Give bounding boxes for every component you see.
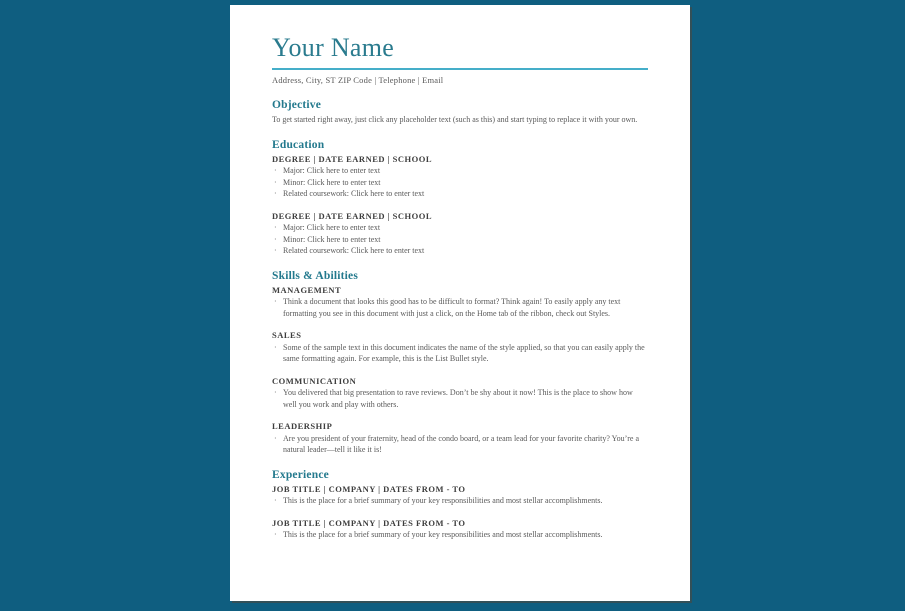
- section-education: [272, 138, 648, 257]
- bullet-text[interactable]: Major: Click here to enter text: [283, 166, 381, 175]
- skill-heading[interactable]: MANAGEMENT: [272, 284, 342, 295]
- section-title-education: Education: [272, 138, 325, 151]
- job-title-heading[interactable]: JOB TITLE | COMPANY | DATES FROM - TO: [272, 483, 466, 494]
- list-item[interactable]: [272, 188, 648, 200]
- bullet-marker-icon: ·: [274, 177, 277, 187]
- skill-heading[interactable]: COMMUNICATION: [272, 375, 357, 386]
- bullet-text[interactable]: This is the place for a brief summary of your key responsibilities and most stellar accomplishments.: [283, 530, 603, 539]
- bullet-text[interactable]: Some of the sample text in this document indicates the name of the style applied, so that you can easily apply the same formatting again. For example, this is the List Bullet style.: [283, 342, 645, 363]
- skill-entry-leadership: [272, 421, 648, 456]
- bullet-text[interactable]: Minor: Click here to enter text: [283, 234, 381, 244]
- skill-entry-communication: [272, 376, 648, 411]
- resume-name[interactable]: Your Name: [272, 33, 395, 62]
- degree-heading[interactable]: DEGREE | DATE EARNED | SCHOOL: [272, 210, 433, 221]
- bullet-marker-icon: ·: [274, 433, 277, 443]
- bullet-marker-icon: ·: [274, 234, 277, 244]
- list-item[interactable]: [272, 165, 648, 177]
- name-underline-rule: [272, 68, 648, 70]
- objective-paragraph[interactable]: To get started right away, just click any placeholder text (such as this) and start typing to replace it with your own.: [272, 115, 638, 124]
- bullet-marker-icon: ·: [274, 166, 277, 175]
- list-item[interactable]: [272, 234, 648, 246]
- bullet-marker-icon: ·: [274, 297, 277, 306]
- education-entry: [272, 154, 648, 200]
- list-item[interactable]: [272, 342, 648, 365]
- bullet-text[interactable]: Major: Click here to enter text: [283, 223, 381, 232]
- section-title-objective: Objective: [272, 99, 322, 111]
- list-item[interactable]: [272, 495, 648, 507]
- bullet-text[interactable]: Related coursework: Click here to enter text: [283, 189, 425, 198]
- section-experience: [272, 468, 648, 541]
- bullet-marker-icon: ·: [274, 246, 277, 255]
- skill-entry-sales: [272, 330, 648, 365]
- list-item[interactable]: [272, 245, 648, 257]
- bullet-marker-icon: ·: [274, 189, 277, 198]
- bullet-marker-icon: ·: [274, 388, 277, 397]
- education-entry: [272, 211, 648, 257]
- bullet-marker-icon: ·: [274, 530, 277, 539]
- bullet-text[interactable]: Related coursework: Click here to enter text: [283, 246, 425, 255]
- bullet-marker-icon: ·: [274, 496, 277, 505]
- bullet-text[interactable]: Minor: Click here to enter text: [283, 177, 381, 187]
- experience-entry: [272, 518, 648, 541]
- bullet-marker-icon: ·: [274, 342, 277, 352]
- list-item[interactable]: [272, 177, 648, 189]
- section-title-skills: Skills & Abilities: [272, 269, 359, 282]
- list-item[interactable]: [272, 296, 648, 319]
- list-item[interactable]: [272, 433, 648, 456]
- degree-heading[interactable]: DEGREE | DATE EARNED | SCHOOL: [272, 153, 433, 164]
- experience-entry: [272, 484, 648, 507]
- job-title-heading[interactable]: JOB TITLE | COMPANY | DATES FROM - TO: [272, 517, 466, 528]
- document-page[interactable]: [230, 5, 690, 601]
- skill-heading[interactable]: SALES: [272, 330, 302, 340]
- section-title-experience: Experience: [272, 468, 329, 481]
- list-item[interactable]: [272, 387, 648, 410]
- bullet-text[interactable]: Are you president of your fraternity, head of the condo board, or a team lead for your favorite charity? You’re a natural leader—tell it like it is!: [283, 433, 640, 454]
- bullet-text[interactable]: Think a document that looks this good has to be difficult to format? Think again! To easily apply any text formatting you see in this document with just a click, on the Home tab of the ribbon, check out Styles.: [283, 297, 621, 318]
- bullet-text[interactable]: You delivered that big presentation to rave reviews. Don’t be shy about it now! This is the place to show how well you work and play with others.: [283, 388, 633, 409]
- contact-line[interactable]: Address, City, ST ZIP Code | Telephone | Email: [272, 75, 444, 85]
- list-item[interactable]: [272, 222, 648, 234]
- list-item[interactable]: [272, 529, 648, 541]
- skill-entry-management: [272, 285, 648, 320]
- section-objective: [272, 98, 648, 126]
- bullet-marker-icon: ·: [274, 223, 277, 232]
- skill-heading[interactable]: LEADERSHIP: [272, 421, 333, 431]
- bullet-text[interactable]: This is the place for a brief summary of your key responsibilities and most stellar accomplishments.: [283, 496, 603, 505]
- section-skills-abilities: [272, 269, 648, 456]
